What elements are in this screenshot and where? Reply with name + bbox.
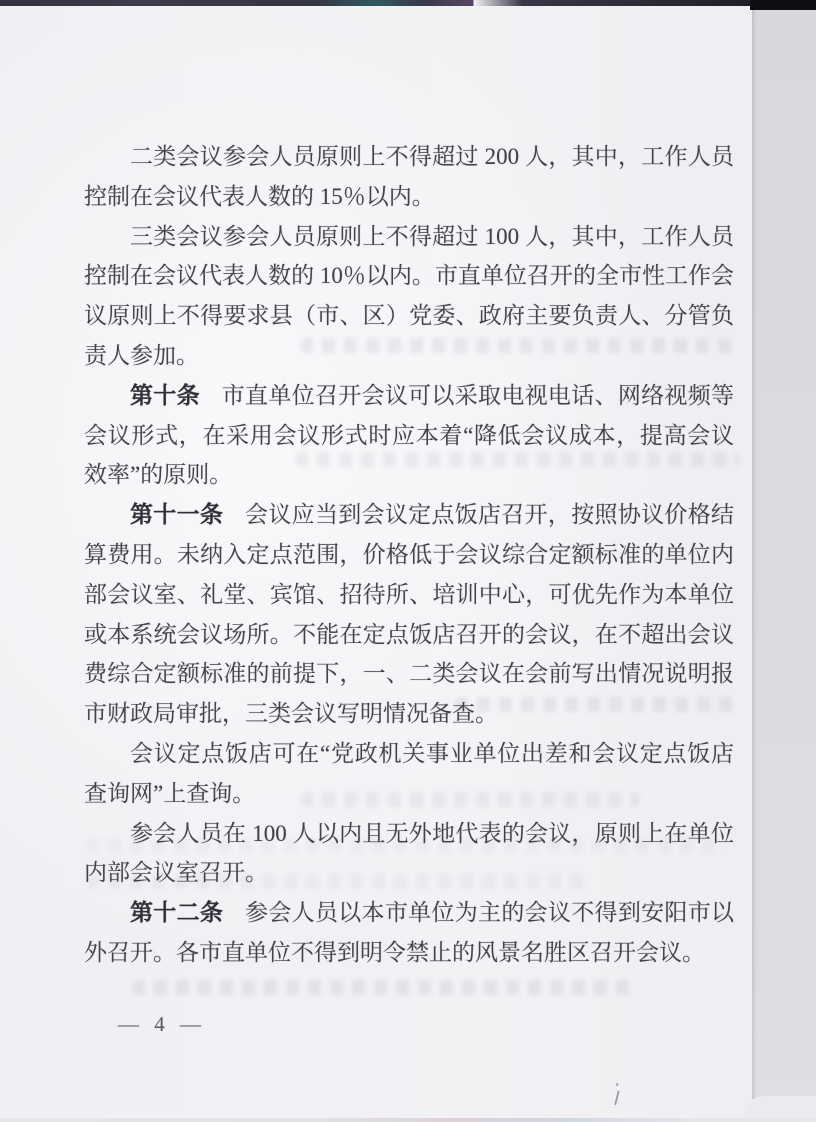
paragraph: 第十条 市直单位召开会议可以采取电视电话、网络视频等会议形式，在采用会议形式时应本着“降低会议成本，提高会议效率”的原则。 [84, 381, 735, 488]
article-number: 第十二条 [130, 899, 224, 926]
scan-right-page-edge [752, 4, 816, 1122]
paragraph: 参会人员在 100 人以内且无外地代表的会议，原则上在单位内部会议室召开。 [84, 820, 734, 886]
page-number: — 4 — [118, 1012, 206, 1036]
scan-top-edge [0, 0, 816, 6]
paragraph: 第十一条 会议应当到会议定点饭店召开，按照协议价格结算费用。未纳入定点范围，价格低于会议综合定额标准的单位内部会议室、礼堂、宾馆、招待所、培训中心，可优先作为本单位或本系统会议场所。不能在定点饭店召开的会议，在不超出会议费综合定额标准的前提下，一、二类会议在会前写出情况说明报市财政局审批，三类会议写明情况备查。 [84, 501, 735, 727]
article-number: 第十一条 [130, 501, 224, 528]
paragraph: 会议定点饭店可在“党政机关事业单位出差和会议定点饭店查询网”上查询。 [84, 740, 734, 806]
scan-bottom-edge [0, 1118, 816, 1122]
paragraph: 第十二条 参会人员以本市单位为主的会议不得到安阳市以外召开。各市直单位不得到明令禁止的风景名胜区召开会议。 [84, 899, 735, 965]
bleed-through-text [132, 980, 637, 995]
article-number: 第十条 [130, 381, 200, 408]
paragraph: 二类会议参会人员原则上不得超过 200 人，其中，工作人员控制在会议代表人数的 15％以内。 [84, 144, 734, 209]
document-body [84, 137, 734, 973]
scan-corner-shadow [750, 0, 816, 10]
paragraph: 三类会议参会人员原则上不得超过 100 人，其中，工作人员控制在会议代表人数的 10％以内。市直单位召开的全市性工作会议原则上不得要求县（市、区）党委、政府主要负责人、分管负责人参加。 [84, 223, 734, 368]
ink-mark [611, 1090, 619, 1106]
